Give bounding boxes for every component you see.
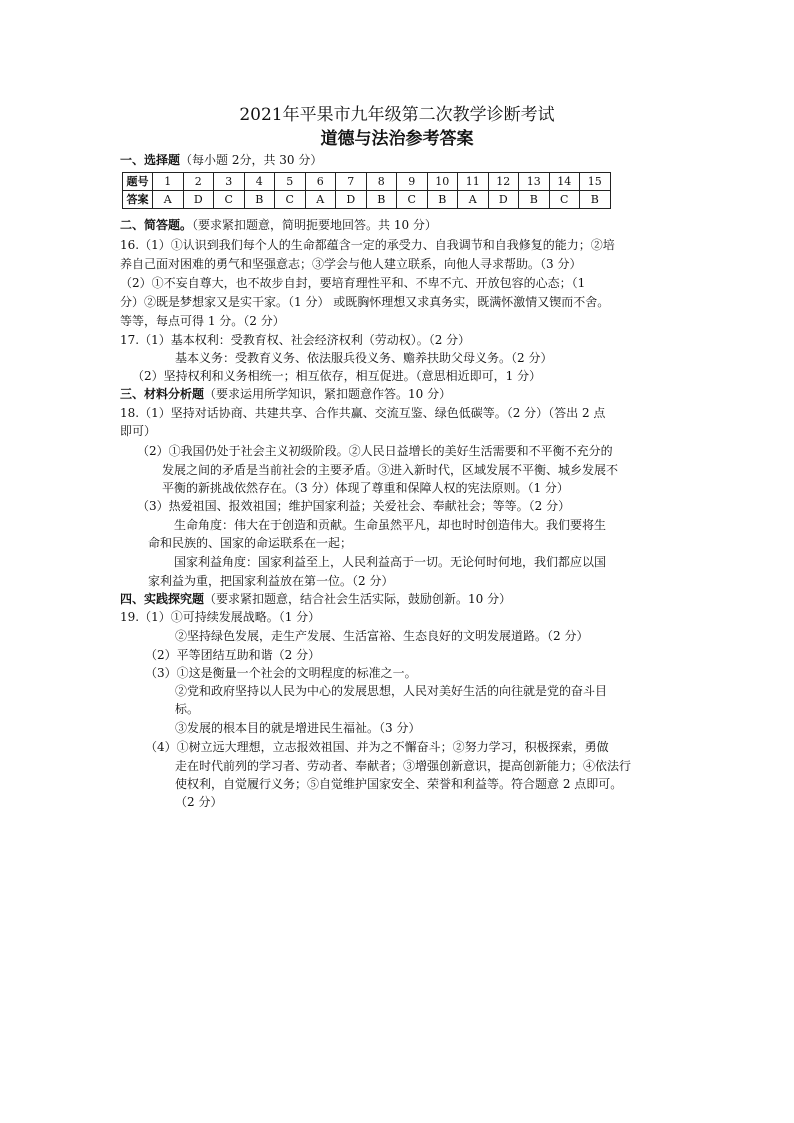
q19-line: （2 分） — [175, 795, 223, 809]
question-number: 14 — [549, 173, 580, 191]
question-number: 6 — [305, 173, 336, 191]
answer-table-answer-row — [123, 191, 611, 209]
q18-line: 命和民族的、国家的命运联系在一起； — [148, 536, 353, 550]
question-number: 2 — [183, 173, 214, 191]
question-number: 8 — [366, 173, 397, 191]
answer-cell: C — [214, 191, 245, 209]
section-2-title: 二、简答题。 — [120, 218, 193, 232]
q19-line: ②党和政府坚持以人民为中心的发展思想，人民对美好生活的向往就是党的奋斗目 — [175, 684, 608, 698]
question-number: 5 — [275, 173, 306, 191]
q18-line: （2）①我国仍处于社会主义初级阶段。②人民日益增长的美好生活需要和不平衡不充分的 — [137, 444, 613, 458]
q17-line: （2）坚持权利和义务相统一；相互依存，相互促进。（意思相近即可，1 分） — [132, 369, 542, 383]
section-4-title: 四、实践探究题 — [120, 592, 205, 606]
q19-line: 走在时代前列的学习者、劳动者、奉献者；③增强创新意识，提高创新能力；④依法行 — [175, 759, 632, 773]
answer-cell: B — [519, 191, 550, 209]
section-4-note: （要求紧扣题意，结合社会生活实际，鼓励创新。10 分） — [204, 592, 512, 606]
q19-line: 使权利，自觉履行义务；⑤自觉维护国家安全、荣誉和利益等。符合题意 2 点即可。 — [175, 777, 623, 791]
answer-cell: A — [153, 191, 184, 209]
answer-cell: B — [427, 191, 458, 209]
question-number: 3 — [214, 173, 245, 191]
section-3-heading — [120, 385, 451, 403]
section-1-heading — [120, 151, 322, 169]
q16-line: （2）①不妄自尊大，也不故步自封，要培育理性平和、不卑不亢、开放包容的心态；（1 — [120, 276, 586, 290]
question-number: 11 — [458, 173, 489, 191]
answer-cell: D — [183, 191, 214, 209]
section-4-heading — [120, 590, 511, 608]
answer-cell: A — [458, 191, 489, 209]
question-number: 7 — [336, 173, 367, 191]
q16-line: 分）②既是梦想家又是实干家。（1 分） 或既胸怀理想又求真务实，既满怀激情又锲而不舍。 — [120, 295, 610, 309]
q19-line: ③发展的根本目的就是增进民生福祉。（3 分） — [175, 721, 421, 735]
answer-cell: A — [305, 191, 336, 209]
q19-line: 19.（1）①可持续发展战略。（1 分） — [120, 610, 321, 624]
question-number: 9 — [397, 173, 428, 191]
q19-line: （4）①树立远大理想，立志报效祖国、并为之不懈奋斗；②努力学习，积极探索，勇做 — [145, 740, 609, 754]
q18-line: 18.（1）坚持对话协商、共建共享、合作共赢、交流互鉴、绿色低碳等。（2 分）（答出 2 点 — [120, 406, 606, 420]
question-number: 1 — [153, 173, 184, 191]
q18-line: 家利益为重，把国家利益放在第一位。（2 分） — [148, 574, 394, 588]
q18-line: 平衡的新挑战依然存在。（3 分）体现了尊重和保障人权的宪法原则。（1 分） — [162, 481, 569, 495]
q19-line: （2）平等团结互助和谐（2 分） — [145, 648, 321, 662]
question-number: 15 — [580, 173, 611, 191]
q19-line: 标。 — [175, 702, 200, 716]
answer-cell: B — [244, 191, 275, 209]
answer-table — [122, 172, 611, 209]
answer-cell: C — [549, 191, 580, 209]
q17-line: 基本义务：受教育义务、依法服兵役义务、赡养扶助父母义务。（2 分） — [175, 351, 553, 365]
q17-line: 17.（1）基本权利：受教育权、社会经济权利（劳动权）。（2 分） — [120, 333, 471, 347]
answer-cell: D — [336, 191, 367, 209]
answer-cell: B — [580, 191, 611, 209]
q16-line: 养自己面对困难的勇气和坚强意志；③学会与他人建立联系，向他人寻求帮助。（3 分） — [120, 257, 582, 271]
answer-cell: C — [397, 191, 428, 209]
section-3-note: （要求运用所学知识，紧扣题意作答。10 分） — [204, 387, 452, 401]
question-number: 13 — [519, 173, 550, 191]
section-2-note: （要求紧扣题意，简明扼要地回答。共 10 分） — [192, 218, 437, 232]
question-number: 4 — [244, 173, 275, 191]
answer-cell: C — [275, 191, 306, 209]
q19-line: （3）①这是衡量一个社会的文明程度的标准之一。 — [145, 666, 417, 680]
q18-line: 生命角度：伟大在于创造和贡献。生命虽然平凡，却也时时创造伟大。我们要将生 — [174, 518, 607, 532]
q18-line: 发展之间的矛盾是当前社会的主要矛盾。③进入新时代，区域发展不平衡、城乡发展不 — [162, 463, 619, 477]
section-1-title: 一、选择题 — [120, 153, 181, 167]
question-number: 10 — [427, 173, 458, 191]
question-number: 12 — [488, 173, 519, 191]
table-row-label: 答案 — [123, 191, 153, 209]
q18-line: 即可） — [120, 424, 157, 438]
exam-title: 2021年平果市九年级第二次教学诊断考试 — [239, 105, 555, 125]
answer-cell: B — [366, 191, 397, 209]
q16-line: 16.（1）①认识到我们每个人的生命都蕴含一定的承受力、自我调节和自我修复的能力；②培 — [120, 238, 615, 252]
q19-line: ②坚持绿色发展，走生产发展、生活富裕、生态良好的文明发展道路。（2 分） — [175, 629, 589, 643]
table-row-label: 题号 — [123, 173, 153, 191]
section-1-note: （每小题 2分，共 30 分） — [180, 153, 323, 167]
answer-cell: D — [488, 191, 519, 209]
q18-line: 国家利益角度：国家利益至上，人民利益高于一切。无论何时何地，我们都应以国 — [174, 555, 607, 569]
q16-line: 等等，每点可得 1 分。（2 分） — [120, 314, 285, 328]
exam-subtitle: 道德与法治参考答案 — [320, 129, 474, 149]
q18-line: （3）热爱祖国、报效祖国；维护国家利益；关爱社会、奉献社会；等等。（2 分） — [137, 499, 571, 513]
answer-table-number-row — [123, 173, 611, 191]
section-2-heading — [120, 216, 437, 234]
section-3-title: 三、材料分析题 — [120, 387, 205, 401]
